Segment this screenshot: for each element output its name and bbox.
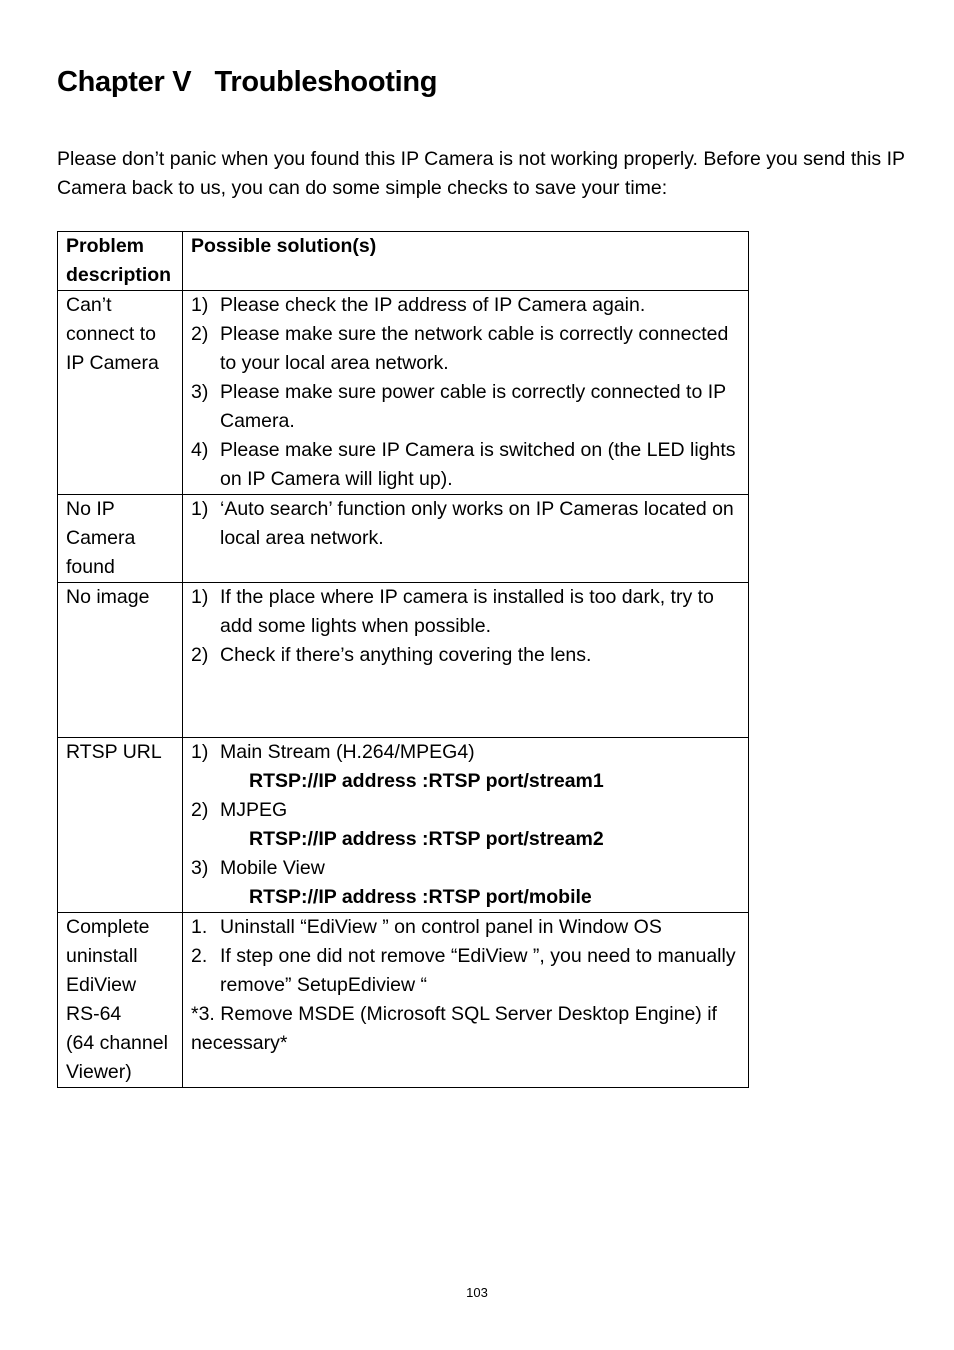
item-number: 1) [191, 586, 209, 608]
problem-cell: Complete uninstall EdiView RS-64 (64 channel Viewer) [58, 913, 183, 1088]
list-item [191, 641, 744, 670]
item-number: 2) [191, 323, 209, 345]
page-number: 103 [466, 1285, 488, 1300]
item-number: 4) [191, 439, 209, 461]
item-text: Please check the IP address of IP Camera again. [220, 294, 646, 316]
list-item [191, 913, 744, 942]
solution-list [191, 913, 744, 1000]
item-text: ‘Auto search’ function only works on IP Cameras located on local area network. [220, 498, 734, 549]
item-number: 2) [191, 644, 209, 666]
item-text: If the place where IP camera is installed is too dark, try to add some lights when possible. [220, 586, 714, 637]
list-item [191, 738, 744, 796]
problem-cell: No IP Camera found [58, 495, 183, 583]
header-problem-description: Problem description [58, 232, 183, 291]
problem-cell: No image [58, 583, 183, 738]
item-text: Please make sure the network cable is correctly connected to your local area network. [220, 323, 729, 374]
item-text: Check if there’s anything covering the lens. [220, 644, 592, 666]
item-number: 2. [191, 945, 208, 967]
item-text: Uninstall “EdiView ” on control panel in Window OS [220, 916, 662, 938]
rtsp-url: RTSP://IP address :RTSP port/stream2 [249, 828, 604, 850]
solution-cell [183, 291, 749, 495]
table-header-row [58, 232, 749, 291]
item-text: If step one did not remove “EdiView ”, you need to manually remove” SetupEdiview “ [220, 945, 736, 996]
item-number: 2) [191, 799, 209, 821]
item-number: 1) [191, 294, 209, 316]
list-item [191, 796, 744, 854]
page-title: Chapter V Troubleshooting [57, 66, 438, 98]
troubleshooting-table [57, 231, 749, 1088]
problem-cell: RTSP URL [58, 738, 183, 913]
msde-note: *3. Remove MSDE (Microsoft SQL Server Desktop Engine) if necessary* [191, 1003, 717, 1054]
item-number: 3) [191, 381, 209, 403]
table-row [58, 583, 749, 738]
item-number: 3) [191, 857, 209, 879]
solution-list [191, 291, 744, 494]
list-item [191, 378, 744, 436]
solution-cell [183, 738, 749, 913]
table-row [58, 495, 749, 583]
item-number: 1) [191, 498, 209, 520]
list-item [191, 854, 744, 912]
item-text: Main Stream (H.264/MPEG4) [220, 741, 475, 763]
list-item [191, 436, 744, 494]
solution-cell [183, 913, 749, 1088]
solution-list [191, 583, 744, 670]
item-text: Mobile View [220, 857, 325, 879]
table-row [58, 913, 749, 1088]
list-item [191, 942, 744, 1000]
item-text: MJPEG [220, 799, 288, 821]
intro-paragraph: Please don’t panic when you found this IP Camera is not working properly. Before you send this IP Camera back to us, you can do some simple checks to save your time: [57, 148, 905, 199]
rtsp-url: RTSP://IP address :RTSP port/mobile [249, 886, 592, 908]
item-text: Please make sure IP Camera is switched on (the LED lights on IP Camera will light up). [220, 439, 736, 490]
solution-list [191, 495, 744, 553]
rtsp-url: RTSP://IP address :RTSP port/stream1 [249, 770, 604, 792]
item-number: 1) [191, 741, 209, 763]
solution-list [191, 738, 744, 912]
solution-cell [183, 583, 749, 738]
item-number: 1. [191, 916, 208, 938]
table-row [58, 738, 749, 913]
header-possible-solutions: Possible solution(s) [183, 232, 749, 291]
list-item [191, 583, 744, 641]
list-item [191, 320, 744, 378]
item-text: Please make sure power cable is correctly connected to IP Camera. [220, 381, 726, 432]
table-row [58, 291, 749, 495]
problem-cell: Can’t connect to IP Camera [58, 291, 183, 495]
solution-cell [183, 495, 749, 583]
list-item [191, 291, 744, 320]
list-item [191, 495, 744, 553]
